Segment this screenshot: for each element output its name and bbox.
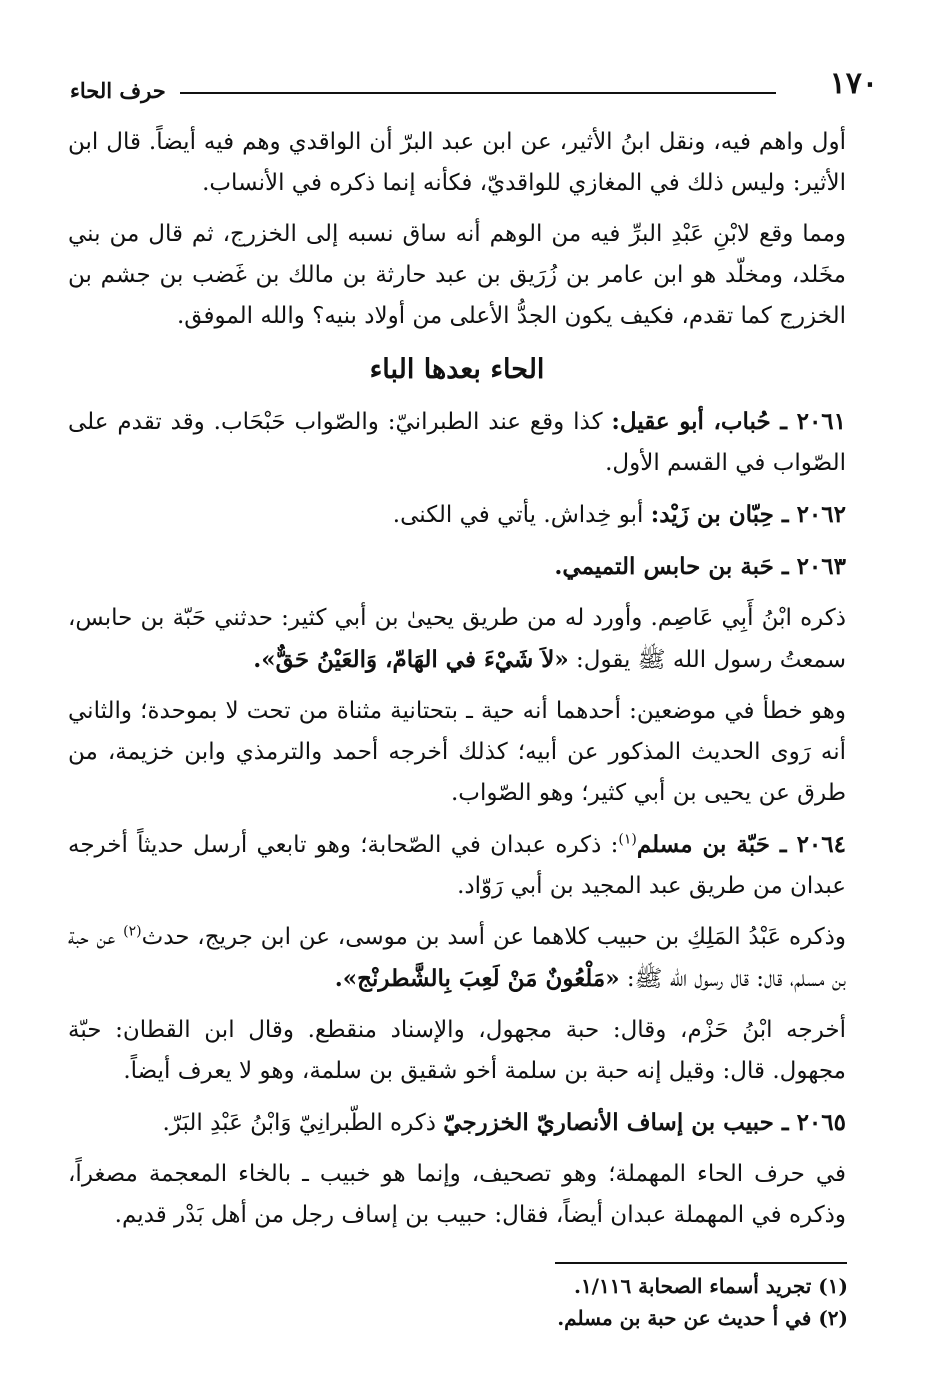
page-number: ١٧٠ bbox=[829, 66, 878, 101]
entry-2063 bbox=[68, 546, 846, 588]
entry-2062-head: ٢٠٦٢ ـ حِبّان بن زَيْد: bbox=[650, 501, 846, 528]
entry-2064 bbox=[68, 824, 846, 907]
entry-2061-text: كذا وقع عند الطبرانيّ: والصّواب حَبْحَاب. وقد تقدم على الصّواب في القسم الأول. bbox=[68, 409, 846, 476]
entry-2061-head: ٢٠٦١ ـ حُباب، أبو عقيل: bbox=[611, 408, 847, 435]
entry-2064-paragraph-2: أخرجه ابْنُ حَزْم، وقال: حبة مجهول، والإسناد منقطع. وقال ابن القطان: حبّة مجهول. قال: وقيل إنه حبة بن سلمة أخو شقيق بن سلمة، وهو لا يعرف أيضاً. bbox=[68, 1017, 846, 1084]
footnotes bbox=[100, 1270, 848, 1334]
entry-2065-text: ذكره الطّبرانِيّ وَابْنُ عَبْدِ البَرّ. bbox=[162, 1110, 444, 1136]
entry-2063-paragraph-2: وهو خطأ في موضعين: أحدهما أنه حية ـ بتحتانية مثناة من تحت لا بموحدة؛ والثاني أنه رَوى الحديث المذكور عن أبيه؛ كذلك أخرجه أحمد والترمذي وابن خزيمة، من طرق عن يحيى بن أبي كثير؛ وهو الصّواب. bbox=[68, 698, 846, 806]
footnote-rule bbox=[555, 1262, 847, 1264]
entry-2064-head: ٢٠٦٤ ـ حَبّة بن مسلم bbox=[636, 831, 846, 858]
entry-2063-paragraph-1-text: ذكره ابْنُ أَبِي عَاصِم. وأورد له من طريق يحيىٰ بن أبي كثير: حدثني حَبّة بن حابس، سمعتُ رسول الله ﷺ يقول: bbox=[68, 605, 846, 673]
footnote-1: (١) تجريد أسماء الصحابة ١/١١٦. bbox=[573, 1274, 848, 1298]
page-header bbox=[70, 66, 878, 106]
entry-2062 bbox=[68, 494, 846, 536]
entry-2064-text: : ذكره عبدان في الصّحابة؛ وهو تابعي أرسل حديثاً أخرجه عبدان من طريق عبد المجيد بن أبي رَوّاد. bbox=[68, 832, 846, 899]
entry-2064-paragraph-1-text-after: عن حبة بن مسلم، قال: قال رسول الله ﷺ: bbox=[68, 924, 846, 992]
footnote-mark-2: (٢) bbox=[123, 923, 142, 940]
entry-2063-head: ٢٠٦٣ ـ حَبة بن حابس التميمي. bbox=[554, 553, 846, 580]
entry-2065 bbox=[68, 1102, 846, 1144]
page-body bbox=[68, 122, 846, 1236]
header-rule bbox=[180, 92, 776, 94]
section-heading: الحاء بعدها الباء bbox=[369, 354, 545, 385]
entry-2064-paragraph-1 bbox=[68, 917, 846, 1000]
entry-2065-head: ٢٠٦٥ ـ حبيب بن إساف الأنصاريّ الخزرجيّ bbox=[443, 1109, 846, 1136]
footnote-mark-1: (١) bbox=[618, 831, 637, 848]
entry-2064-paragraph-1-text-before: وذكره عَبْدُ المَلِكِ بن حبيب كلاهما عن أسد بن موسى، عن ابن جريج، حدث bbox=[141, 924, 846, 950]
entry-2061 bbox=[68, 401, 846, 484]
entry-2063-paragraph-1 bbox=[68, 598, 846, 681]
paragraph-1: أول واهم فيه، ونقل ابنُ الأثير، عن ابن عبد البرّ أن الواقدي وهم فيه أيضاً. قال ابن الأثير: وليس ذلك في المغازي للواقديّ، فكأنه إنما ذكره في الأنساب. bbox=[68, 129, 846, 196]
running-title: حرف الحاء bbox=[70, 78, 166, 103]
hadith-quote-1: «لاَ شَيْءَ في الهَامّ، وَالعَيْنُ حَقٌّ». bbox=[253, 646, 569, 673]
paragraph-2: ومما وقع لابْنِ عَبْدِ البرِّ فيه من الوهم أنه ساق نسبه إلى الخزرج، ثم قال من بني مخَلد، ومخلّد هو ابن عامر بن زُرَيق بن عبد حارثة بن مالك بن غَضب بن جشم بن الخزرج كما تقدم، فكيف يكون الجدُّ الأعلى من أولاد بنيه؟ والله الموفق. bbox=[68, 221, 846, 329]
hadith-quote-2: «مَلْعُونٌ مَنْ لَعِبَ بِالشَّطرنْج». bbox=[334, 965, 620, 992]
entry-2065-paragraph-1: في حرف الحاء المهملة؛ وهو تصحيف، وإنما هو خبيب ـ بالخاء المعجمة مصغراً، وذكره في المهملة عبدان أيضاً، فقال: حبيب بن إساف رجل من أهل بَدْر قديم. bbox=[68, 1161, 846, 1228]
footnote-2: (٢) في أ حديث عن حبة بن مسلم. bbox=[557, 1306, 848, 1330]
entry-2062-text: أبو خِداش. يأتي في الكنى. bbox=[392, 502, 651, 528]
